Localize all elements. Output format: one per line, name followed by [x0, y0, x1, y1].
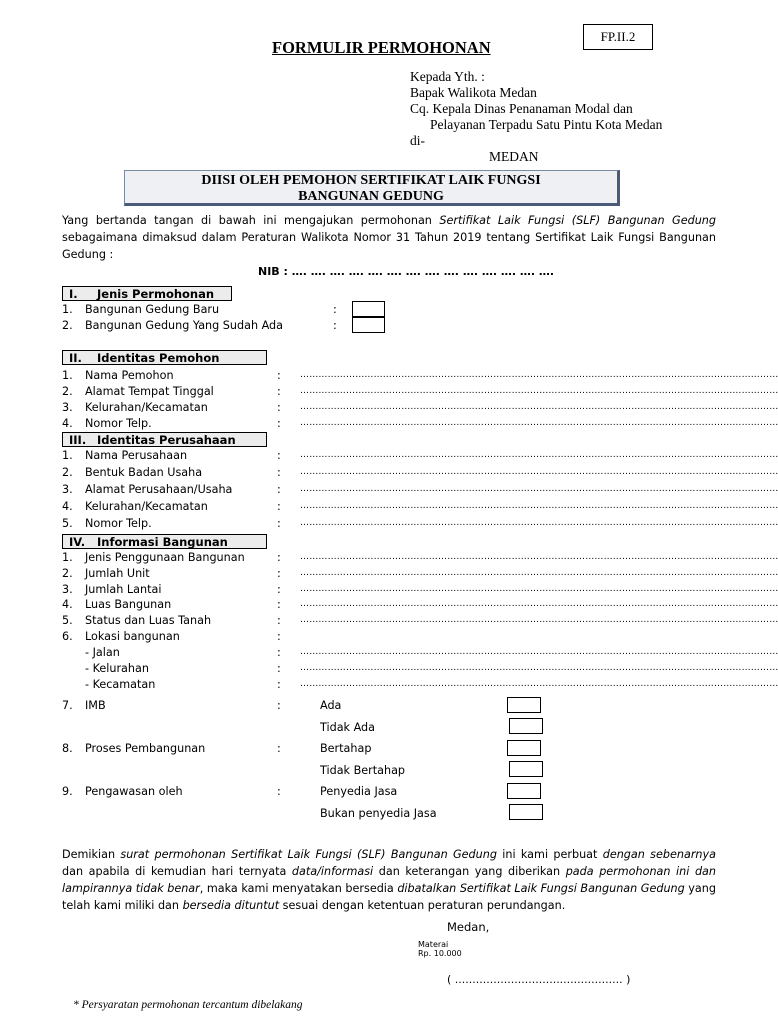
item-number: 6.: [62, 630, 73, 643]
fill-in-line[interactable]: …………………………………………………………………………………………………………………………………………: [300, 501, 778, 511]
intro-paragraph: [62, 212, 716, 263]
colon: :: [277, 583, 281, 596]
item-number: 4.: [62, 598, 73, 611]
item-number: 5.: [62, 517, 73, 530]
fill-in-line[interactable]: …………………………………………………………………………………………………………………………………………: [300, 370, 778, 380]
item-number: 3.: [62, 401, 73, 414]
item-label: IMB: [85, 699, 106, 712]
colon: :: [277, 401, 281, 414]
option-label: Bukan penyedia Jasa: [320, 807, 437, 820]
item-label: Nomor Telp.: [85, 417, 152, 430]
option-label: Bertahap: [320, 742, 372, 755]
fill-in-line[interactable]: …………………………………………………………………………………………………………………………………………: [300, 647, 778, 657]
section-1-title: Jenis Permohonan: [97, 287, 215, 301]
option-label: Penyedia Jasa: [320, 785, 398, 798]
fill-in-line[interactable]: …………………………………………………………………………………………………………………………………………: [300, 518, 778, 528]
item-number: 3.: [62, 483, 73, 496]
banner-line-2: BANGUNAN GEDUNG: [298, 189, 444, 204]
item-label: Lokasi bangunan: [85, 630, 180, 643]
fill-in-line[interactable]: …………………………………………………………………………………………………………………………………………: [300, 584, 778, 594]
item-label: Bentuk Badan Usaha: [85, 466, 203, 479]
colon: :: [277, 500, 281, 513]
item-label: Nama Perusahaan: [85, 449, 188, 462]
colon: :: [277, 449, 281, 462]
section-4-header: [62, 534, 267, 549]
colon: :: [277, 630, 281, 643]
item-label: - Kelurahan: [85, 662, 149, 675]
colon: :: [277, 662, 281, 675]
section-4-number: IV.: [69, 535, 86, 549]
banner-line-1: DIISI OLEH PEMOHON SERTIFIKAT LAIK FUNGSI: [201, 173, 541, 188]
item-label: Alamat Perusahaan/Usaha: [85, 483, 233, 496]
nib-field[interactable]: NIB : …. …. …. …. …. …. …. …. …. …. …. …. …. ….: [258, 265, 555, 278]
fill-in-line[interactable]: …………………………………………………………………………………………………………………………………………: [300, 679, 778, 689]
fill-in-line[interactable]: …………………………………………………………………………………………………………………………………………: [300, 467, 778, 477]
item-label: - Kecamatan: [85, 678, 156, 691]
item-number: 1.: [62, 303, 73, 316]
checkbox-choice-9-1[interactable]: [507, 783, 541, 799]
address-line-5: di-: [410, 133, 425, 148]
section-2-number: II.: [69, 351, 82, 365]
item-number: 3.: [62, 583, 73, 596]
address-line-2: Bapak Walikota Medan: [410, 85, 537, 100]
item-label: Proses Pembangunan: [85, 742, 206, 755]
page-title: FORMULIR PERMOHONAN: [272, 38, 491, 57]
colon: :: [333, 303, 337, 316]
fill-in-line[interactable]: …………………………………………………………………………………………………………………………………………: [300, 568, 778, 578]
colon: :: [277, 614, 281, 627]
colon: :: [277, 417, 281, 430]
section-1-header: [62, 286, 232, 301]
item-number: 2.: [62, 385, 73, 398]
form-code: FP.II.2: [583, 24, 653, 50]
fill-in-line[interactable]: …………………………………………………………………………………………………………………………………………: [300, 552, 778, 562]
fill-in-line[interactable]: …………………………………………………………………………………………………………………………………………: [300, 484, 778, 494]
signature-name-line[interactable]: ( ................................................ ): [447, 973, 631, 986]
item-label: Jumlah Lantai: [85, 583, 162, 596]
section-3-title: Identitas Perusahaan: [97, 433, 236, 447]
item-label: Nama Pemohon: [85, 369, 174, 382]
colon: :: [277, 483, 281, 496]
section-2-title: Identitas Pemohon: [97, 351, 220, 365]
item-number: 5.: [62, 614, 73, 627]
address-line-1: Kepada Yth. :: [410, 69, 485, 84]
item-label: Kelurahan/Kecamatan: [85, 500, 208, 513]
item-number: 8.: [62, 742, 73, 755]
intro-text-a: Yang bertanda tangan di bawah ini mengajukan permohonan: [62, 214, 440, 227]
checkbox-choice-8-1[interactable]: [507, 740, 541, 756]
colon: :: [277, 385, 281, 398]
item-label: Alamat Tempat Tinggal: [85, 385, 214, 398]
section-4-title: Informasi Bangunan: [97, 535, 228, 549]
instruction-banner: [124, 170, 620, 206]
item-label: Jenis Penggunaan Bangunan: [85, 551, 245, 564]
intro-text-c: sebagaimana dimaksud dalam Peraturan Walikota Nomor 31 Tahun 2019 tentang Sertifikat Laik Fungsi Bangunan Gedung :: [62, 231, 716, 261]
item-label: Bangunan Gedung Baru: [85, 303, 220, 316]
item-label: Status dan Luas Tanah: [85, 614, 212, 627]
colon: :: [277, 678, 281, 691]
colon: :: [333, 319, 337, 332]
item-label: Kelurahan/Kecamatan: [85, 401, 208, 414]
address-line-4: Pelayanan Terpadu Satu Pintu Kota Medan: [430, 117, 663, 132]
colon: :: [277, 567, 281, 580]
fill-in-line[interactable]: …………………………………………………………………………………………………………………………………………: [300, 402, 778, 412]
item-number: 7.: [62, 699, 73, 712]
checkbox-choice-9-2[interactable]: [509, 804, 543, 820]
item-number: 2.: [62, 466, 73, 479]
colon: :: [277, 517, 281, 530]
section-3-number: III.: [69, 433, 87, 447]
section-1-number: I.: [69, 287, 78, 301]
item-number: 4.: [62, 500, 73, 513]
materai-amount: Rp. 10.000: [418, 949, 462, 958]
item-number: 1.: [62, 369, 73, 382]
item-number: 2.: [62, 319, 73, 332]
intro-text-b: Sertifikat Laik Fungsi (SLF) Bangunan Gedung: [439, 214, 716, 227]
section-3-header: [62, 432, 267, 447]
colon: :: [277, 742, 281, 755]
item-label: Bangunan Gedung Yang Sudah Ada: [85, 319, 284, 332]
address-line-6: MEDAN: [489, 149, 539, 164]
colon: :: [277, 785, 281, 798]
colon: :: [277, 699, 281, 712]
checkbox-choice-8-2[interactable]: [509, 761, 543, 777]
item-label: Jumlah Unit: [85, 567, 150, 580]
colon: :: [277, 369, 281, 382]
checkbox-choice-7-2[interactable]: [509, 718, 543, 734]
colon: :: [277, 466, 281, 479]
option-label: Ada: [320, 699, 342, 712]
fill-in-line[interactable]: …………………………………………………………………………………………………………………………………………: [300, 386, 778, 396]
checkbox-bangunan-sudah-ada[interactable]: [352, 317, 385, 333]
footnote: * Persyaratan permohonan tercantum dibelakang: [73, 999, 303, 1011]
address-line-3: Cq. Kepala Dinas Penanaman Modal dan: [410, 101, 633, 116]
materai-label: Materai: [418, 940, 449, 949]
option-label: Tidak Ada: [320, 721, 376, 734]
item-label: - Jalan: [85, 646, 120, 659]
fill-in-line[interactable]: …………………………………………………………………………………………………………………………………………: [300, 418, 778, 428]
item-label: Luas Bangunan: [85, 598, 172, 611]
fill-in-line[interactable]: …………………………………………………………………………………………………………………………………………: [300, 663, 778, 673]
item-number: 9.: [62, 785, 73, 798]
colon: :: [277, 551, 281, 564]
item-number: 4.: [62, 417, 73, 430]
item-number: 1.: [62, 551, 73, 564]
item-number: 2.: [62, 567, 73, 580]
item-label: Pengawasan oleh: [85, 785, 183, 798]
fill-in-line[interactable]: …………………………………………………………………………………………………………………………………………: [300, 599, 778, 609]
fill-in-line[interactable]: …………………………………………………………………………………………………………………………………………: [300, 450, 778, 460]
colon: :: [277, 646, 281, 659]
colon: :: [277, 598, 281, 611]
option-label: Tidak Bertahap: [320, 764, 406, 777]
signature-place: Medan,: [447, 920, 490, 934]
item-number: 1.: [62, 449, 73, 462]
closing-paragraph: Demikian surat permohonan Sertifikat Laik Fungsi (SLF) Bangunan Gedung ini kami perbuat dengan sebenarnya dan apabila di kemudian hari ternyata data/informasi dan keterangan yang diberikan pada permohonan ini dan lampirannya tidak benar, maka kami menyatakan bersedia dibatalkan Sertifikat Laik Fungsi Bangunan Gedung yang telah kami miliki dan bersedia dituntut sesuai dengan ketentuan peraturan perundangan.: [62, 848, 716, 912]
checkbox-bangunan-baru[interactable]: [352, 301, 385, 317]
checkbox-choice-7-1[interactable]: [507, 697, 541, 713]
section-2-header: [62, 350, 267, 365]
item-label: Nomor Telp.: [85, 517, 152, 530]
fill-in-line[interactable]: …………………………………………………………………………………………………………………………………………: [300, 615, 778, 625]
